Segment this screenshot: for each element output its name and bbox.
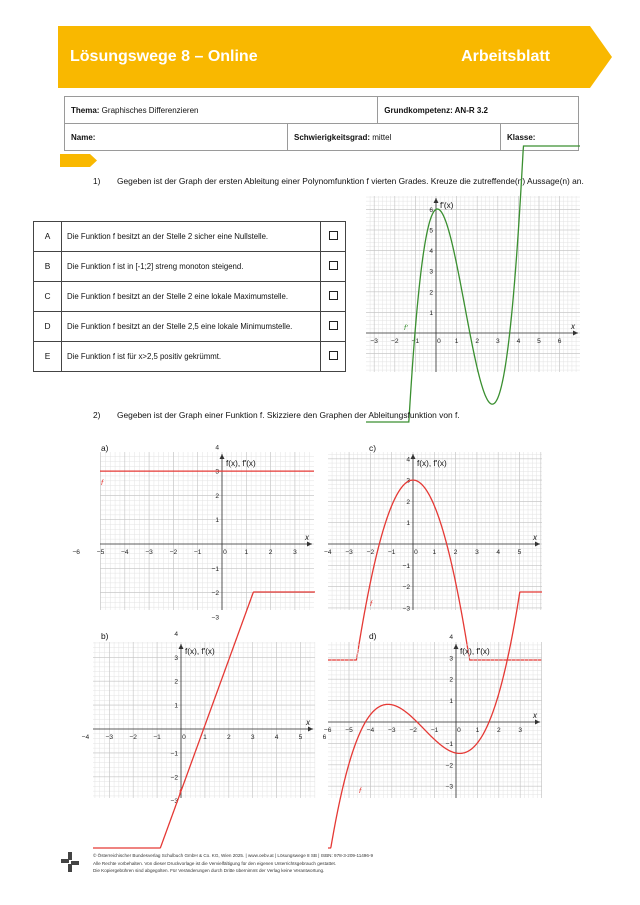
- x-tick-label: 3: [293, 549, 297, 556]
- x-tick-label: 6: [557, 338, 562, 345]
- y-tick-label: 4: [449, 633, 453, 641]
- x-tick-label: −3: [370, 338, 378, 345]
- checkbox-e[interactable]: [321, 342, 346, 372]
- curve-label: f': [404, 323, 408, 332]
- y-tick-label: 2: [449, 676, 453, 684]
- x-tick-label: −2: [169, 549, 178, 556]
- x-axis-label: x: [306, 718, 310, 727]
- y-tick-label: −3: [211, 614, 219, 622]
- y-tick-label: 3: [406, 477, 410, 485]
- x-tick-label: 2: [268, 549, 273, 556]
- y-axis-label: f(x), f'(x): [185, 647, 215, 656]
- x-tick-label: 4: [496, 549, 501, 556]
- graph-b: [81, 630, 327, 806]
- y-tick-label: −2: [211, 590, 219, 598]
- y-tick-label: −2: [170, 774, 178, 782]
- graph-b-label: b): [101, 631, 109, 641]
- y-tick-label: 1: [429, 309, 433, 317]
- y-tick-label: −1: [170, 750, 178, 758]
- x-tick-label: −4: [324, 549, 332, 556]
- publisher-logo: [61, 852, 79, 872]
- y-tick-label: 3: [174, 654, 178, 662]
- option-row-a: A Die Funktion f besitzt an der Stelle 2 sicher eine Nullstelle.: [34, 222, 346, 252]
- x-tick-label: 3: [518, 727, 523, 734]
- x-tick-label: 3: [250, 734, 255, 741]
- footer: © Österreichischer Bundesverlag Schulbuch GmbH & Co. KG, Wien 2025. | www.oebv.at | Lösungswege 8 SB | ISBN: 978-3-209-11496-9 Alle Rechte vorbehalten. Von dieser Druckvorlage ist die Vervielfältigung für den eigenen Unterrichtsgebrauch gestattet. Die Kopiergebühren sind abgegolten. Für Veränderungen durch Dritte übernimmt der Verlag keine Verantwortung.: [93, 853, 374, 874]
- y-tick-label: 6: [429, 206, 433, 214]
- y-tick-label: −1: [402, 562, 410, 570]
- x-tick-label: 4: [516, 338, 521, 345]
- y-axis-label: f(x), f'(x): [226, 459, 256, 468]
- function-curve: [328, 592, 542, 848]
- task2-text: Gegeben ist der Graph einer Funktion f. Skizziere den Graphen der Ableitungsfunktion von f.: [117, 410, 460, 420]
- x-tick-label: 3: [475, 549, 479, 556]
- y-tick-label: 2: [215, 492, 219, 500]
- x-tick-label: 1: [244, 549, 249, 556]
- x-tick-label: 0: [437, 338, 441, 345]
- x-tick-label: 0: [182, 734, 186, 741]
- y-tick-label: 1: [406, 520, 410, 528]
- y-tick-label: −3: [445, 783, 453, 791]
- sheet-type: Arbeitsblatt: [461, 48, 550, 65]
- x-tick-label: −2: [391, 338, 399, 345]
- x-tick-label: −2: [409, 727, 417, 734]
- x-tick-label: 5: [537, 338, 541, 345]
- x-tick-label: −4: [121, 549, 129, 556]
- thema-cell: Thema: Graphisches Differenzieren: [65, 97, 378, 124]
- y-tick-label: 2: [429, 289, 433, 297]
- x-tick-label: −4: [81, 734, 90, 741]
- x-axis-arrow: [308, 727, 313, 732]
- task2-number: 2): [93, 410, 101, 420]
- function-curve: [93, 592, 315, 848]
- x-tick-label: 1: [432, 549, 437, 556]
- graph-a: [72, 444, 314, 622]
- derivative-graph: [366, 196, 580, 372]
- x-axis-label: x: [305, 533, 309, 542]
- option-row-c: C Die Funktion f besitzt an der Stelle 2 eine lokale Maximumstelle.: [34, 282, 346, 312]
- y-tick-label: 1: [215, 517, 219, 525]
- y-tick-label: 3: [429, 268, 433, 276]
- x-tick-label: 5: [298, 734, 303, 741]
- x-tick-label: −6: [72, 549, 80, 556]
- x-axis-label: x: [533, 533, 537, 542]
- x-tick-label: 2: [453, 549, 458, 556]
- y-tick-label: −2: [445, 762, 453, 770]
- x-tick-label: 1: [203, 734, 207, 741]
- x-tick-label: −6: [323, 727, 332, 734]
- task1-options-table: [33, 221, 346, 372]
- x-tick-label: −3: [345, 549, 353, 556]
- x-tick-label: −1: [411, 338, 420, 345]
- curve-label: f: [101, 478, 104, 487]
- grundkompetenz-cell: Grundkompetenz: AN-R 3.2: [378, 97, 579, 124]
- schwierigkeit-cell: Schwierigkeitsgrad: mittel: [288, 124, 501, 151]
- y-tick-label: −1: [211, 565, 219, 573]
- y-tick-label: 1: [449, 698, 453, 706]
- option-row-d: D Die Funktion f besitzt an der Stelle 2,5 eine lokale Minimumstelle.: [34, 312, 346, 342]
- y-tick-label: 4: [174, 630, 178, 638]
- x-tick-label: 3: [495, 338, 500, 345]
- y-tick-label: 3: [449, 655, 453, 663]
- checkbox-a[interactable]: [321, 222, 346, 252]
- x-tick-label: 2: [496, 727, 501, 734]
- x-tick-label: −5: [96, 549, 105, 556]
- y-tick-label: 2: [174, 678, 178, 686]
- y-tick-label: −2: [402, 584, 410, 592]
- x-tick-label: −3: [388, 727, 396, 734]
- checkbox-d[interactable]: [321, 312, 346, 342]
- y-axis-label: f(x), f'(x): [460, 647, 490, 656]
- x-tick-label: −1: [430, 727, 439, 734]
- function-curve: [328, 477, 542, 663]
- x-axis-label: x: [533, 711, 537, 720]
- x-tick-label: 2: [475, 338, 480, 345]
- y-tick-label: 4: [215, 444, 219, 452]
- graph-d-label: d): [369, 631, 377, 641]
- x-tick-label: 0: [414, 549, 418, 556]
- worksheet-header-table: [64, 96, 579, 151]
- x-tick-label: −1: [193, 549, 202, 556]
- y-axis-arrow: [179, 644, 184, 649]
- x-tick-label: 0: [457, 727, 461, 734]
- x-tick-label: 6: [322, 734, 327, 741]
- x-tick-label: −5: [345, 727, 353, 734]
- y-tick-label: 5: [429, 227, 433, 235]
- curve-label: f: [179, 787, 182, 796]
- option-row-e: E Die Funktion f ist für x>2,5 positiv gekrümmt.: [34, 342, 346, 372]
- graph-d: [323, 633, 542, 798]
- graph-a-label: a): [101, 443, 109, 453]
- x-axis-label: x: [571, 322, 575, 331]
- curve-label: f: [370, 599, 373, 608]
- option-row-b: B Die Funktion f ist in [-1;2] streng monoton steigend.: [34, 252, 346, 282]
- y-tick-label: 3: [215, 468, 219, 476]
- x-tick-label: −2: [366, 549, 375, 556]
- checkbox-c[interactable]: [321, 282, 346, 312]
- x-tick-label: −1: [153, 734, 161, 741]
- x-tick-label: 5: [517, 549, 522, 556]
- x-tick-label: −3: [145, 549, 153, 556]
- x-tick-label: −4: [366, 727, 375, 734]
- y-tick-label: 2: [406, 498, 410, 506]
- x-tick-label: −2: [129, 734, 137, 741]
- section-tab: [60, 154, 97, 167]
- y-tick-label: −1: [445, 740, 453, 748]
- x-axis-arrow: [535, 542, 540, 547]
- x-tick-label: 0: [223, 549, 227, 556]
- klasse-field[interactable]: Klasse:: [501, 124, 579, 151]
- y-tick-label: 1: [174, 702, 178, 710]
- series-title: Lösungswege 8 – Online: [70, 48, 258, 65]
- x-tick-label: 4: [274, 734, 279, 741]
- x-tick-label: 1: [454, 338, 459, 345]
- y-axis-label: f(x), f'(x): [417, 459, 447, 468]
- x-axis-arrow: [573, 331, 578, 336]
- curve-label: f: [359, 786, 362, 795]
- task1-number: 1): [93, 176, 101, 186]
- checkbox-b[interactable]: [321, 252, 346, 282]
- x-tick-label: −3: [105, 734, 114, 741]
- x-tick-label: 2: [226, 734, 231, 741]
- graph-c-label: c): [369, 443, 376, 453]
- graph-c: [324, 452, 542, 613]
- x-tick-label: −1: [387, 549, 396, 556]
- x-tick-label: 1: [475, 727, 480, 734]
- y-tick-label: 4: [429, 248, 433, 256]
- y-tick-label: −3: [170, 798, 178, 806]
- y-axis-arrow: [434, 198, 439, 203]
- y-tick-label: −3: [402, 605, 410, 613]
- name-field[interactable]: Name:: [65, 124, 288, 151]
- y-tick-label: 4: [406, 456, 410, 464]
- y-axis-label: f'(x): [440, 201, 454, 210]
- task1-text: Gegeben ist der Graph der ersten Ableitung einer Polynomfunktion f vierten Grades. Kreuze die zutreffende(n) Aussage(n) an.: [117, 176, 584, 186]
